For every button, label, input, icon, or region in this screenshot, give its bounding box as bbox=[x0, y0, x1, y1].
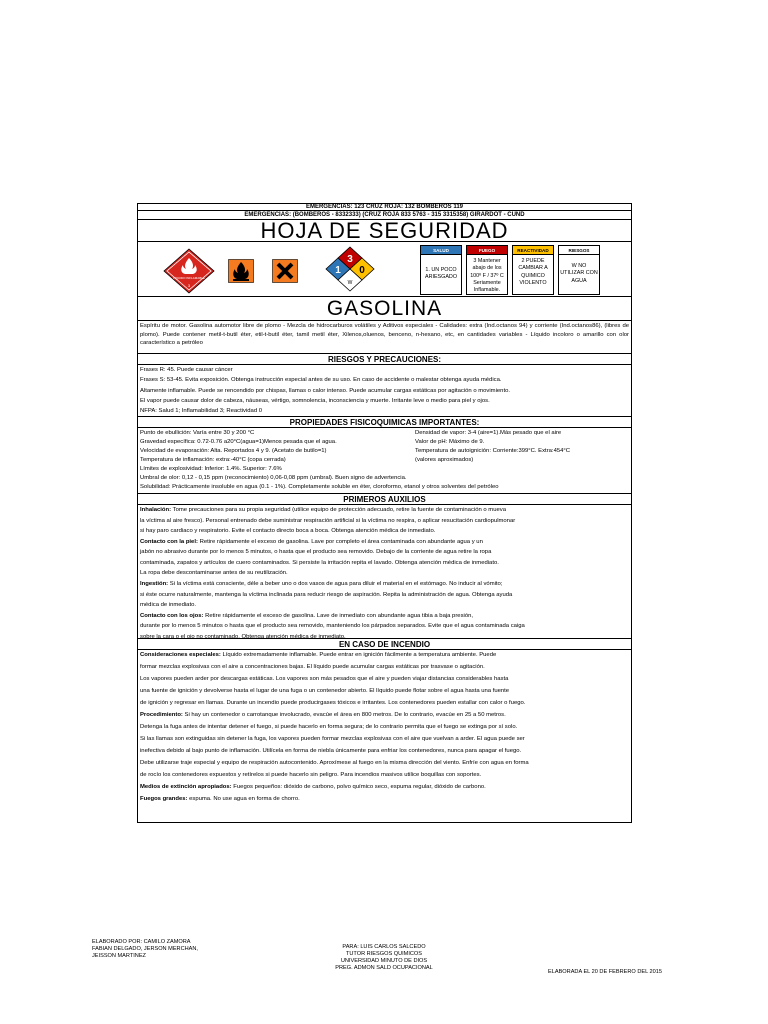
flammable-liquid-diamond-icon bbox=[162, 248, 216, 298]
safety-data-sheet bbox=[137, 203, 632, 823]
auxilios-heading: PRIMEROS AUXILIOS bbox=[138, 494, 631, 505]
ingestion-text: si éste ocurre naturalmente, mantenga la víctima inclinada para reducir riesgo de aspiración. Repita la administración de agua. Obtenga ayuda bbox=[140, 591, 513, 598]
propiedades-left-column bbox=[140, 429, 410, 464]
footer-left-line: FABIAN DELGADO, JERSON MERCHAN, bbox=[92, 945, 198, 952]
footer-center-line: TUTOR RIESGOS QUIMICOS bbox=[345, 950, 423, 957]
flammable-class-number: 3 bbox=[187, 283, 191, 288]
inhalacion-label: Inhalación: bbox=[140, 507, 172, 513]
riesgos-text: W NO UTILIZAR CON AGUA bbox=[558, 255, 600, 295]
footer-left-line: ELABORADO POR: CAMILO ZAMORA bbox=[92, 939, 191, 945]
propiedad-line: Velocidad de evaporación: Alta. Reportados 4 y 9. (Acetato de butilo=1) bbox=[140, 447, 327, 454]
ingestion-text: médica de inmediato. bbox=[140, 602, 196, 609]
riesgos-line: NFPA: Salud 1; Inflamabilidad 3; Reactividad 0 bbox=[140, 408, 263, 415]
procedimiento-label: Procedimiento: bbox=[140, 711, 183, 718]
riesgos-section bbox=[138, 365, 631, 417]
emergency-line-1: EMERGENCIAS: 123 CRUZ ROJA: 132 BOMBEROS 119 bbox=[138, 204, 631, 211]
incendio-line: inefectiva debido al bajo punto de inflamación. Utilícela en forma de niebla únicamente para enfriar los contenedores, nunca para apagar el fuego. bbox=[140, 747, 522, 754]
reactividad-head: REACTIVIDAD bbox=[512, 245, 554, 255]
riesgos-line: El vapor puede causar dolor de cabeza, náuseas, vértigo, somnolencia, inconsciencia y muerte. Irritante leve o medio para piel y ojos. bbox=[140, 398, 490, 405]
propiedad-line: Gravedad específica: 0.72-0.76 a20°C(agua=1)Menos pesada que el agua. bbox=[140, 438, 337, 445]
nfpa-fire-number: 3 bbox=[347, 254, 353, 265]
propiedades-section bbox=[138, 428, 631, 494]
fuego-text: 3 Mantener abajo de los 100º F / 37º C Seriamente Inflamable. bbox=[466, 255, 508, 295]
riesgos-heading: RIESGOS Y PRECAUCIONES: bbox=[138, 354, 631, 365]
ojos-label: Contacto con los ojos: bbox=[140, 612, 204, 619]
nfpa-diamond-icon bbox=[325, 246, 375, 296]
flame-icon bbox=[228, 259, 254, 287]
propiedades-full-lines bbox=[140, 465, 499, 492]
reactividad-text: 2 PUEDE CAMBIAR A QUIMICO VIOLENTO bbox=[512, 255, 554, 295]
ojos-text: durante por lo menos 5 minutos o hasta que el producto sea removido, manteniendo los párpados separados. Evite que el agua contaminada caiga bbox=[140, 623, 525, 630]
propiedad-line: Punto de ebullición: Varía entre 30 y 200 °C bbox=[140, 430, 255, 436]
propiedad-line: Temperatura de inflamación: extra:-40°C (copa cerrada) bbox=[140, 456, 286, 463]
nfpa-salud-column bbox=[420, 245, 462, 295]
piel-text: La ropa debe descontaminarse antes de su reutilización. bbox=[140, 570, 288, 577]
incendio-line: de ignición y regresar en llamas. Durante un incendio puede producirgases tóxicos e irritantes. Los contenedores pueden estallar con calor o fuego. bbox=[140, 699, 526, 706]
footer-elaborado-por bbox=[92, 939, 198, 960]
ojos-text: Retire rápidamente el exceso de gasolina. Lave de inmediato con abundante agua tibia a baja presión, bbox=[203, 612, 474, 619]
consideraciones-text: Líquido extremadamente inflamable. Puede entrar en ignición fácilmente a temperatura ambiente. Puede bbox=[220, 652, 497, 658]
nfpa-riesgos-column bbox=[558, 245, 600, 295]
incendio-line: Detenga la fuga antes de intentar detener el fuego, si puede hacerlo en forma segura; de lo contrario permita que el fuego se extinga por sí solo. bbox=[140, 723, 518, 730]
piel-text: Retire rápidamente el exceso de gasolina. Lave por completo el área contaminada con abundante agua y un bbox=[197, 538, 483, 545]
nfpa-reactivity-number: 0 bbox=[359, 265, 365, 276]
salud-text: 1. UN POCO ARIESGADO bbox=[420, 255, 462, 295]
harmful-x-icon bbox=[272, 259, 298, 287]
inhalacion-text: si hay paro cardiaco y respiratorio. Evite el contacto directo boca a boca. Obtenga atención médica de inmediato. bbox=[140, 528, 436, 535]
auxilios-section bbox=[138, 505, 631, 639]
riesgos-head: RIESGOS bbox=[558, 245, 600, 255]
footer-para bbox=[314, 944, 454, 972]
salud-head: SALUD bbox=[420, 245, 462, 255]
footer-center-line: PREG. ADMON SALD OCUPACIONAL bbox=[335, 964, 433, 971]
incendio-line: una fuente de ignición y devolverse hasta el lugar de una fuga o un contenedor abierto. El líquido puede flotar sobre el agua hasta una fuente bbox=[140, 687, 510, 694]
procedimiento-text: Si hay un contenedor o carrotanque involucrado, evacúe el área en 800 metros. De lo contrario, evacúe en 25 a 50 metros. bbox=[182, 711, 506, 718]
incendio-line: formar mezclas explosivas con el aire a concentraciones bajas. El líquido puede acumular cargas estáticas por trasvase o agitación. bbox=[140, 663, 485, 670]
riesgos-line: Frases S: 53-45. Evita exposición. Obtenga instrucción especial antes de su uso. En caso de accidente o malestar obtenga ayuda médica. bbox=[140, 377, 502, 384]
propiedad-line: Temperatura de autoignición: Corriente:399°C. Extra:454°C bbox=[415, 447, 571, 454]
incendio-section bbox=[138, 650, 631, 834]
piel-text: jabón no abrasivo durante por lo menos 5 minutos, o hasta que el producto sea removido. Debajo de la corriente de agua retire la ropa bbox=[140, 549, 492, 556]
fuegos-grandes-text: espuma. No use agua en forma de chorro. bbox=[187, 795, 300, 802]
inhalacion-text: la víctima al aire fresco). Personal entrenado debe suministrar respiración artificial si la víctima no respira, o aplicar resucitación cardiopulmonar bbox=[140, 517, 516, 524]
medios-text: Fuegos pequeños: dióxido de carbono, polvo químico seco, espuma regular, dióxido de carbono. bbox=[231, 783, 486, 790]
product-name: GASOLINA bbox=[138, 297, 631, 321]
incendio-line: Debe utilizarse traje especial y equipo de respiración autocontenido. Aproxímese al fuego en la misma dirección del viento. Enfríe con agua en forma bbox=[140, 759, 529, 766]
propiedad-line: Densidad de vapor: 3-4 (aire=1).Más pesado que el aire bbox=[415, 430, 562, 436]
propiedades-heading: PROPIEDADES FISICOQUIMICAS IMPORTANTES: bbox=[138, 417, 631, 428]
nfpa-fuego-column bbox=[466, 245, 508, 295]
inhalacion-text: Tome precauciones para su propia seguridad (utilice equipo de protección adecuado, retire la fuente de contaminación o mueva bbox=[171, 507, 506, 513]
nfpa-reactividad-column bbox=[512, 245, 554, 295]
incendio-heading: EN CASO DE INCENDIO bbox=[138, 639, 631, 650]
riesgos-line: Frases R: 45. Puede causar cáncer bbox=[140, 367, 233, 373]
footer-fecha: ELABORADA EL 20 DE FEBRERO DEL 2015 bbox=[548, 969, 662, 975]
product-description: Espíritu de motor. Gasolina automotor libre de plomo - Mezcla de hidrocarburos volátiles y Aditivos especiales - Calidades: extra (Ind.octanos 94) y corriente (Ind.octanos86), (libres de plomo). Puede contener metil-t-butil éter, etil-t-butil éter, tamil metil éter, Xilenos,oluenos, benceno, n-hexano, etc, en cantidades variables - Líquido incoloro o amarillo con olor característico a petróleo bbox=[138, 321, 631, 354]
consideraciones-label: Consideraciones especiales: bbox=[140, 652, 221, 658]
emergency-line-2: EMERGENCIAS: (BOMBEROS - 8332333) (CRUZ ROJA 833 5763 - 315 3315358) GIRARDOT - CUND bbox=[138, 211, 631, 220]
propiedad-line: Límites de explosividad: Inferior: 1.4%. Superior: 7.6% bbox=[140, 466, 282, 472]
riesgos-line: Altamente inflamable. Puede se rencendido por chispas, llamas o calor intenso. Puede acumular cargas estáticas por agitación o movimiento. bbox=[140, 387, 511, 394]
page-title: HOJA DE SEGURIDAD bbox=[138, 220, 631, 242]
propiedad-line: Valor de pH: Máximo de 9. bbox=[415, 438, 485, 445]
footer-center-line: UNIVERSIDAD MINUTO DE DIOS bbox=[340, 957, 428, 964]
nfpa-special-symbol: W bbox=[347, 280, 353, 286]
propiedad-line: Solubilidad: Prácticamente insoluble en agua (0.1 - 1%). Completamente soluble en éter, cloroformo, etanol y otros solventes del petróleo bbox=[140, 483, 499, 490]
piel-text: contaminada, zapatos y artículos de cuero contaminados. Si persiste la irritación repita el lavado. Obtenga atención médica de inmediato. bbox=[140, 559, 499, 566]
piel-label: Contacto con la piel: bbox=[140, 538, 198, 545]
nfpa-health-number: 1 bbox=[335, 265, 341, 276]
footer-left-line: JEISSON MARTINEZ bbox=[92, 952, 146, 959]
incendio-line: Si las llamas son extinguidas sin detener la fuga, los vapores pueden formar mezclas explosivas con el aire que vuelvan a arder. El agua puede ser bbox=[140, 735, 525, 742]
fuegos-grandes-label: Fuegos grandes: bbox=[140, 795, 188, 802]
incendio-line: de rocío los contenedores expuestos y retírelos si puede hacerlo sin peligro. Para incendios masivos utilice boquillas con soportes. bbox=[140, 771, 482, 778]
ojos-text: sobre la cara o el ojo no contaminado. Obtenga atención médica de inmediato. bbox=[140, 633, 346, 640]
ingestion-text: Si la víctima está consciente, déle a beber uno o dos vasos de agua para diluir el material en el estómago. No inducir al vómito; bbox=[168, 580, 503, 587]
flammable-label: LIQUIDO INFLAMABLE bbox=[173, 276, 205, 280]
ingestion-label: Ingestión: bbox=[140, 580, 169, 587]
footer-center-line: PARA: LUIS CARLOS SALCEDO bbox=[342, 944, 426, 950]
incendio-line: Los vapores pueden arder por descargas estáticas. Los vapores son más pesados que el aire y pueden viajar distancias considerables hasta bbox=[140, 675, 509, 682]
propiedad-line: Umbral de olor: 0,12 - 0,15 ppm (reconocimiento) 0,06-0,08 ppm (umbral). Buen signo de advertencia. bbox=[140, 474, 407, 481]
medios-label: Medios de extinción apropiados: bbox=[140, 783, 232, 790]
fuego-head: FUEGO bbox=[466, 245, 508, 255]
hazard-pictogram-row bbox=[138, 242, 631, 297]
propiedades-right-column bbox=[415, 429, 630, 464]
propiedad-line: (valores aproximados) bbox=[415, 456, 474, 463]
